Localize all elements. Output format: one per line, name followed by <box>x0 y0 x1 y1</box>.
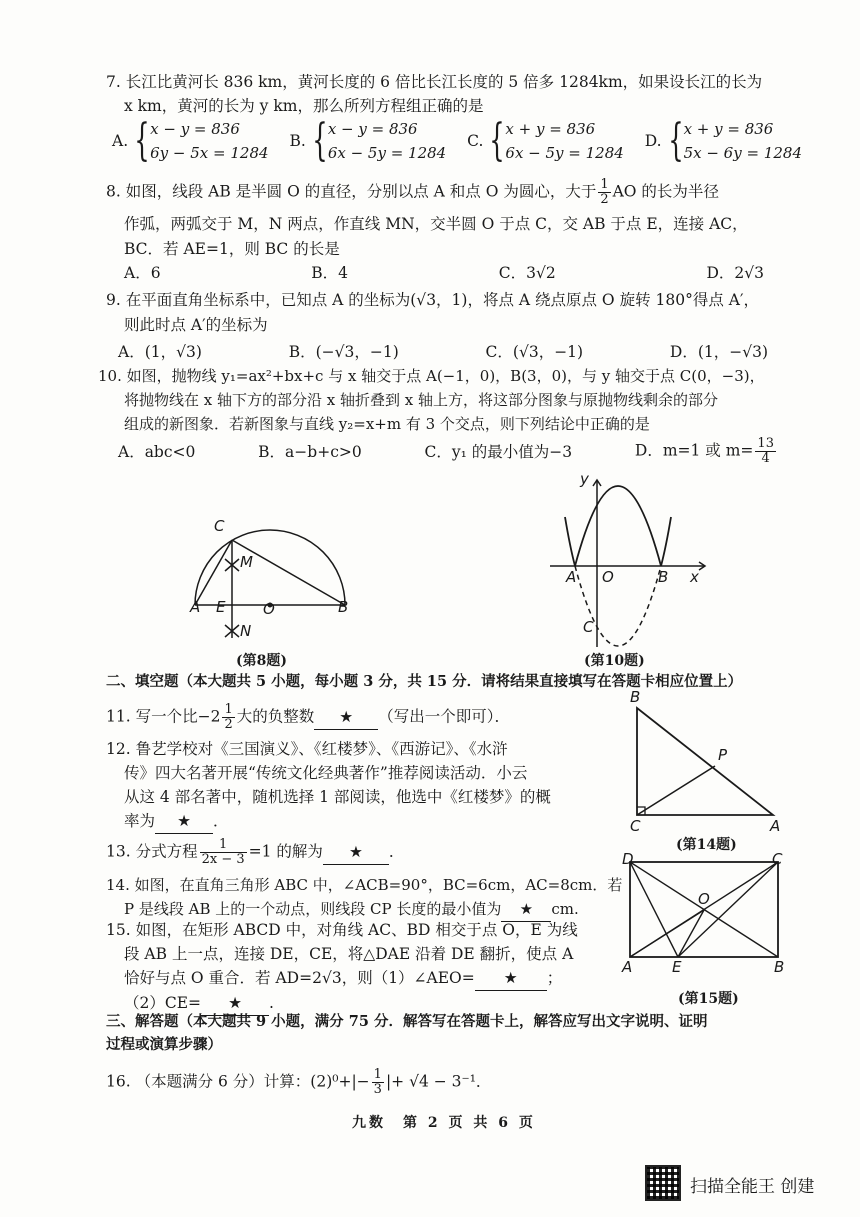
fig10-label-o: O <box>602 568 614 586</box>
fig8-label-b: B <box>338 598 349 616</box>
q13 <box>106 838 404 867</box>
section-2-heading: 二、填空题（本大题共 5 小题，每小题 3 分，共 15 分．请将结果直接填写在答题卡相应位置上） <box>106 673 743 690</box>
q7-a-eq1: x − y = 836 <box>150 120 240 138</box>
q12-line4a: 率为 <box>124 812 156 830</box>
q8-line1 <box>106 178 719 207</box>
q13-answer-blank[interactable]: ★ <box>323 840 389 865</box>
q7-c-eq2: 6x − 5y = 1284 <box>505 144 624 162</box>
q8-frac-n: 1 <box>600 177 609 192</box>
q8-option-b: B．4 <box>311 264 349 282</box>
q11-text-a: 11. 写一个比−2 <box>106 707 221 726</box>
fig8-label-m: M <box>240 553 253 571</box>
q8-frac-d: 2 <box>600 192 609 207</box>
q11-text-b: 大的负整数 <box>236 707 315 726</box>
q13-text-a: 13. 分式方程 <box>106 842 198 861</box>
fig8-label-a: A <box>190 598 201 616</box>
q7-line2: x km，黄河的长为 y km，那么所列方程组正确的是 <box>124 97 484 115</box>
q8-fraction <box>598 178 610 207</box>
figure-8 <box>180 510 360 645</box>
q10-option-b: B．a−b+c>0 <box>258 442 362 461</box>
fig10-label-a: A <box>566 568 577 586</box>
q16-frac-n: 1 <box>373 1067 382 1082</box>
q10-option-a: A．abc<0 <box>118 442 196 461</box>
q9-line2: 则此时点 A′的坐标为 <box>124 316 268 334</box>
fig15-label-o: O <box>698 890 710 908</box>
q7-option-c: C. { x + y = 836 6x − 5y = 1284 <box>467 115 624 166</box>
fig8-caption: (第8题) <box>236 653 287 669</box>
fig10-caption: (第10题) <box>584 653 645 669</box>
q7-line1: 7. 长江比黄河长 836 km，黄河长度的 6 倍比长江长度的 5 倍多 1284km，如果设长江的长为 <box>106 73 763 91</box>
q8-line1b: AO 的长为半径 <box>612 182 719 201</box>
q13-text-c: ． <box>388 842 405 861</box>
q12-line2: 传》四大名著开展“传统文化经典著作”推荐阅读活动．小云 <box>124 764 528 782</box>
qr-code-icon <box>645 1165 681 1201</box>
q9-option-d: D．(1，−√3) <box>669 343 768 361</box>
q7-option-d: D. { x + y = 836 5x − 6y = 1284 <box>644 115 802 166</box>
q11 <box>106 703 510 732</box>
q15-line3b: ； <box>546 969 563 987</box>
q14-line2b: cm. <box>551 900 579 918</box>
q12-line4 <box>124 809 229 834</box>
q7-c-label: C. <box>467 132 484 150</box>
fig14-label-p: P <box>718 746 728 764</box>
fig8-label-o: O <box>263 600 275 618</box>
fig15-caption: (第15题) <box>678 991 739 1007</box>
q7-options <box>112 117 802 165</box>
q9-option-c: C．(√3，−1) <box>485 343 584 361</box>
q14-answer-blank[interactable]: ★ <box>501 897 551 922</box>
section-3-heading-2: 过程或演算步骤） <box>106 1036 222 1053</box>
q10-option-c: C．y₁ 的最小值为−3 <box>424 442 573 461</box>
q7-b-label: B. <box>289 132 306 150</box>
q10-options <box>118 437 778 466</box>
q10-d-frac-d: 4 <box>761 451 770 466</box>
q7-a-eq2: 6y − 5x = 1284 <box>150 144 269 162</box>
q14-line2a: P 是线段 AB 上的一个动点，则线段 CP 长度的最小值为 <box>124 900 502 918</box>
q7-d-eq2: 5x − 6y = 1284 <box>683 144 802 162</box>
q7-b-eq1: x − y = 836 <box>327 120 418 138</box>
q12-line4b: ． <box>213 812 229 830</box>
q8-line3: BC．若 AE=1，则 BC 的长是 <box>124 240 340 258</box>
q10-line3: 组成的新图象．若新图象与直线 y₂=x+m 有 3 个交点，则下列结论中正确的是 <box>124 415 650 433</box>
fig10-label-x: x <box>690 568 699 586</box>
q7-option-a: A. { x − y = 836 6y − 5x = 1284 <box>112 115 269 166</box>
fig14-label-a: A <box>770 817 781 835</box>
q15-line3a: 恰好与点 O 重合．若 AD=2√3，则（1）∠AEO= <box>124 969 475 987</box>
q7-a-label: A. <box>112 132 129 150</box>
q11-text-c: （写出一个即可）． <box>378 707 510 726</box>
q8-option-a: A．6 <box>124 264 161 282</box>
fig14-label-c: C <box>630 817 641 835</box>
q16-text-a: 16. （本题满分 6 分）计算：(2)⁰+|− <box>106 1072 370 1091</box>
q15-line1: 15. 如图，在矩形 ABCD 中，对角线 AC、BD 相交于点 O，E 为线 <box>106 921 578 939</box>
figure-15 <box>622 852 787 967</box>
fig14-label-b: B <box>630 688 641 706</box>
fig8-label-n: N <box>240 622 252 640</box>
q7-d-eq1: x + y = 836 <box>683 120 774 138</box>
q10-line2: 将抛物线在 x 轴下方的部分沿 x 轴折叠到 x 轴上方，将这部分图象与原抛物线剩余的部分 <box>124 391 718 409</box>
q15-answer-blank-1[interactable]: ★ <box>475 966 547 991</box>
fig10-label-y: y <box>580 470 589 488</box>
q10-option-d <box>635 437 778 466</box>
q8-line2: 作弧，两弧交于 M，N 两点，作直线 MN，交半圆 O 于点 C，交 AB 于点 E，连接 AC， <box>124 215 748 233</box>
fig15-label-a: A <box>622 958 633 976</box>
q15-line2: 段 AB 上一点，连接 DE，CE，将△DAE 沿着 DE 翻折，使点 A <box>124 945 574 963</box>
fig10-label-c: C <box>583 618 594 636</box>
q15-line4b: . <box>269 994 274 1012</box>
figure-14 <box>625 700 790 825</box>
q7-d-label: D. <box>644 132 662 150</box>
q15-answer-blank-2[interactable]: ★ <box>201 991 269 1016</box>
fig14-caption: (第14题) <box>676 837 737 853</box>
q8-option-c: C．3√2 <box>498 264 556 282</box>
q8-line1a: 8. 如图，线段 AB 是半圆 O 的直径，分别以点 A 和点 O 为圆心，大于 <box>106 182 597 201</box>
q11-frac-d: 2 <box>224 717 233 732</box>
q8-options <box>124 261 764 285</box>
figure-10 <box>545 472 715 652</box>
q10-d-frac-n: 13 <box>757 436 774 451</box>
q16 <box>106 1068 491 1097</box>
q7-b-eq2: 6x − 5y = 1284 <box>327 144 447 162</box>
q16-text-b: |+ √4 − 3⁻¹． <box>385 1072 492 1091</box>
q7-c-eq1: x + y = 836 <box>505 120 596 138</box>
q12-line1: 12. 鲁艺学校对《三国演义》、《红楼梦》、《西游记》、《水浒 <box>106 740 508 758</box>
q7-option-b: B. { x − y = 836 6x − 5y = 1284 <box>289 115 447 166</box>
fig15-label-b: B <box>774 958 785 976</box>
fig10-label-b: B <box>658 568 669 586</box>
q9-option-a: A．(1，√3) <box>118 343 202 361</box>
q15-line3 <box>124 966 562 991</box>
q9-line1: 9. 在平面直角坐标系中，已知点 A 的坐标为(√3，1)，将点 A 绕点原点 O 旋转 180°得点 A′， <box>106 291 759 309</box>
q12-line3: 从这 4 部名著中，随机选择 1 部阅读，他选中《红楼梦》的概 <box>124 788 551 806</box>
q11-frac-n: 1 <box>224 702 233 717</box>
q8-option-d: D．2√3 <box>706 264 764 282</box>
q13-frac-d: 2x − 3 <box>201 852 245 867</box>
watermark-text: 扫描全能王 创建 <box>690 1177 815 1197</box>
fig8-label-c: C <box>214 517 225 535</box>
fig15-label-e: E <box>672 958 682 976</box>
fig8-label-e: E <box>216 598 226 616</box>
q15-line4a: （2）CE= <box>124 994 202 1012</box>
q9-option-b: B．(−√3，−1) <box>288 343 399 361</box>
q12-answer-blank[interactable]: ★ <box>155 809 213 834</box>
q10-d-text: D．m=1 或 m= <box>634 441 754 460</box>
q13-text-b: =1 的解为 <box>248 842 323 861</box>
page-footer: 九数 第 2 页 共 6 页 <box>352 1115 536 1131</box>
fig15-label-c: C <box>772 850 783 868</box>
section-3-heading: 三、解答题（本大题共 9 小题，满分 75 分．解答写在答题卡上，解答应写出文字说明、证明 <box>106 1013 708 1030</box>
q9-options <box>118 340 768 364</box>
q10-line1: 10. 如图，抛物线 y₁=ax²+bx+c 与 x 轴交于点 A(−1，0)，B(3，0)，与 y 轴交于点 C(0，−3)， <box>98 367 765 385</box>
q11-answer-blank[interactable]: ★ <box>314 705 378 730</box>
q16-frac-d: 3 <box>373 1082 382 1097</box>
q14-line1: 14. 如图，在直角三角形 ABC 中，∠ACB=90°，BC=6cm，AC=8cm．若 <box>106 876 623 894</box>
q13-frac-n: 1 <box>200 838 247 853</box>
fig15-label-d: D <box>622 850 634 868</box>
